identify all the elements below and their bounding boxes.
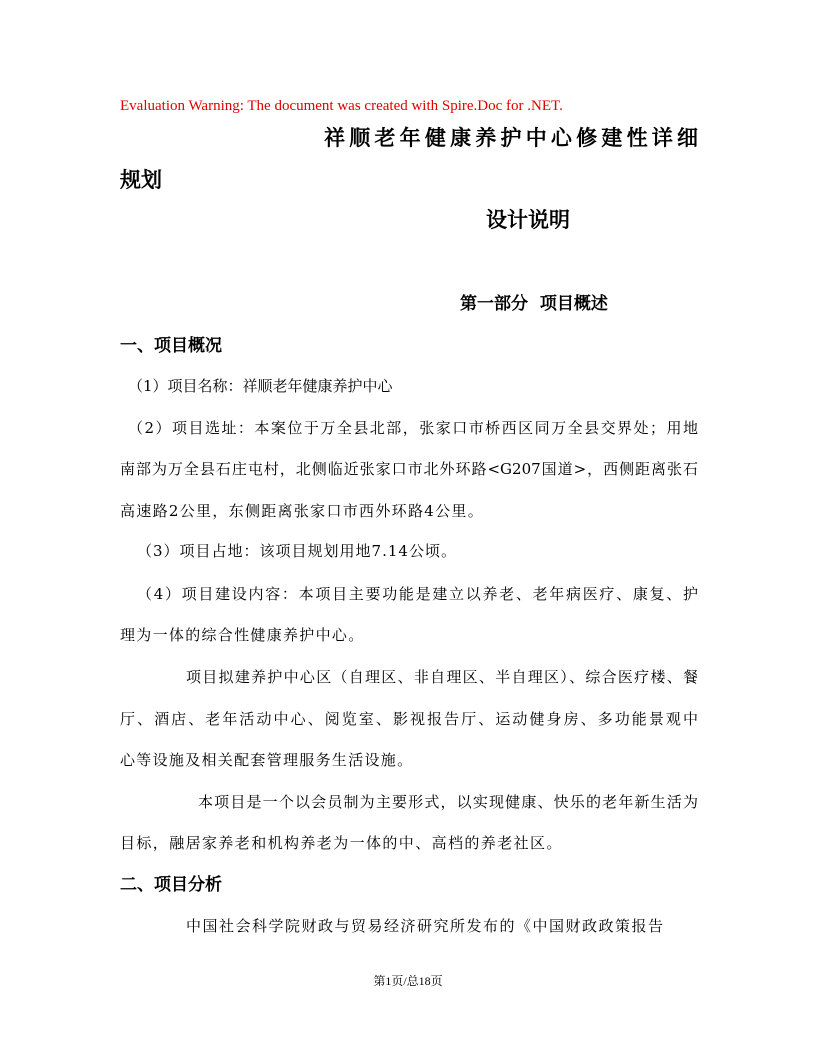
paragraph-line: （4）项目建设内容：本项目主要功能是建立以养老、老年病医疗、康复、护 [137,585,698,603]
paragraph-line: 南部为万全县石庄屯村，北侧临近张家口市北外环路<G207国道>，西侧距离张石 [120,460,698,478]
paragraph-line: （3）项目占地：该项目规划用地7.14公顷。 [137,542,457,560]
document-title: 祥顺老年健康养护中心修建性详细 [324,125,698,150]
evaluation-warning: Evaluation Warning: The document was created with Spire.Doc for .NET. [120,98,563,114]
paragraph-line: 项目拟建养护中心区（自理区、非自理区、半自理区）、综合医疗楼、餐 [186,668,698,686]
document-title-cont: 规划 [120,167,162,192]
paragraph-line: 厅、酒店、老年活动中心、阅览室、影视报告厅、运动健身房、多功能景观中 [120,710,698,728]
paragraph-line: 心等设施及相关配套管理服务生活设施。 [120,751,414,769]
section-heading-1: 一、项目概况 [120,336,222,356]
paragraph-line: （2）项目选址：本案位于万全县北部，张家口市桥西区同万全县交界处；用地 [128,419,698,437]
paragraph-line: 目标，融居家养老和机构养老为一体的中、高档的养老社区。 [120,834,563,852]
paragraph-line: 高速路2公里，东侧距离张家口市西外环路4公里。 [120,502,484,520]
document-subtitle: 设计说明 [486,207,570,232]
paragraph-line: 理为一体的综合性健康养护中心。 [120,626,365,644]
section-heading-2: 二、项目分析 [120,875,222,895]
part-heading: 第一部分 项目概述 [460,294,608,314]
paragraph-line: （1）项目名称：祥顺老年健康养护中心 [128,377,393,395]
page-footer: 第1页/总18页 [373,974,443,988]
paragraph-line: 中国社会科学院财政与贸易经济研究所发布的《中国财政政策报告 [186,917,665,935]
paragraph-line: 本项目是一个以会员制为主要形式，以实现健康、快乐的老年新生活为 [198,793,698,811]
